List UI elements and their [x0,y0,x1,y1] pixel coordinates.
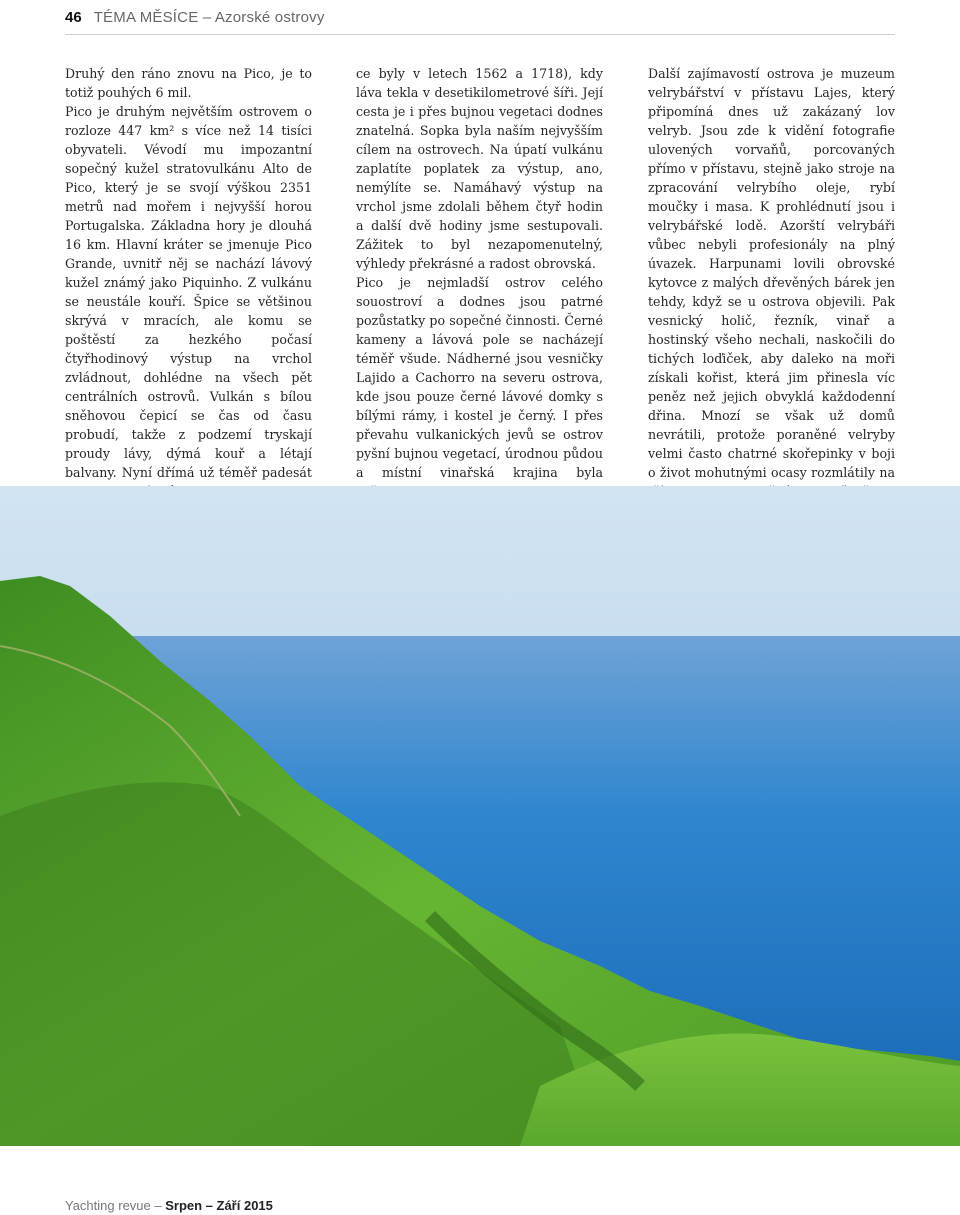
magazine-name: Yachting revue – [65,1198,166,1213]
paragraph: Pico je nejmladší ostrov celého souostroví a dodnes jsou patrné pozůstatky po sopečné činnosti. Černé kameny a lávová pole se nacházejí téměř všude. Nádherné jsou vesničky Lajido a Cachorro na severu ostrova, kde jsou pouze černé lávové domky s bílými rámy, i kostel je černý. I přes převahu vulkanických jevů se ostrov pyšní bujnou vegetací, úrodnou půdou a místní vinařská krajina byla [356,275,603,480]
paragraph: Druhý den ráno znovu na Pico, je to totiž pouhých 6 mil. [65,66,312,100]
page-number: 46 [65,8,82,26]
page-footer [65,1198,273,1213]
text-column-3 [648,64,895,520]
running-header [65,0,895,35]
issue-date: Srpen – Září 2015 [165,1198,273,1213]
paragraph: Další zajímavostí ostrova je muzeum velrybářství v přístavu Lajes, který připomíná dnes už zakázaný lov velryb. Jsou zde k vidění fotografie ulovených vorvaňů, porcovaných přímo v přístavu, stejně jako stroje na zpracování velrybího oleje, rybí moučky i masa. K prohlédnutí jsou i velrybářské lodě. Azorští velrybáři vůbec nebyli profesionály na plný úvazek. Harpunami lovili obrovské kytovce z malých dřevěných bárek jen tehdy, když se u ostrova objevili. Pak vesnický holič, řezník, vinař a hostinský všeho nechali, naskočili do tichých loďiček, aby daleko na moři získali kořist, která jim přinesla víc peněz než jejich obvyklá každodenní dřina. Mnozí se však už domů nevrátili, protože poraněné velryby velmi často chatrné skořepinky v boji o život mohutnými ocasy rozmlátily na [648,66,895,480]
text-column-1 [65,64,312,520]
landscape-photo [0,486,960,1146]
paragraph: Pico je druhým největším ostrovem o rozloze 447 km² s více než 14 tisíci obyvateli. Vévodí mu impozantní sopečný kužel stratovulkánu Alto de Pico, který je se svojí výškou 2351 metrů nad mořem i nejvyšší horou Portugalska. Základna hory je dlouhá 16 km. Hlavní kráter se jmenuje Pico Grande, uvnitř něj se nachází lávový kužel známý jako Piquinho. Z vulkánu se neustále kouří. Špice se většinou skrývá v mracích, ale komu se poštěstí za hezkého počasí čtyřhodinový výstup na vrchol zvládnout, dohlédne na všech pět centrálních ostrovů. Vulkán s bílou sněhovou čepicí se čas od času probudí, takže z podzemí tryskají proudy lávy, dýmá kouř a létají balvany. Nyní dřímá už téměř padesát [65,104,312,480]
text-column-2 [356,64,603,501]
section-title: TÉMA MĚSÍCE – Azorské ostrovy [93,8,325,26]
paragraph: ce byly v letech 1562 a 1718), kdy láva tekla v desetikilometrové šíři. Její cesta je i přes bujnou vegetaci dodnes znatelná. Sopka byla naším nejvyšším cílem na ostrovech. Na úpatí vulkánu zaplatíte poplatek za výstup, ano, nemýlíte se. Namáhavý výstup na vrchol jsme zdolali během čtyř hodin a další dvě hodiny jsme sestupovali. Zážitek to byl nezapomenutelný, výhledy překrásné a radost obrovská. [356,66,603,271]
